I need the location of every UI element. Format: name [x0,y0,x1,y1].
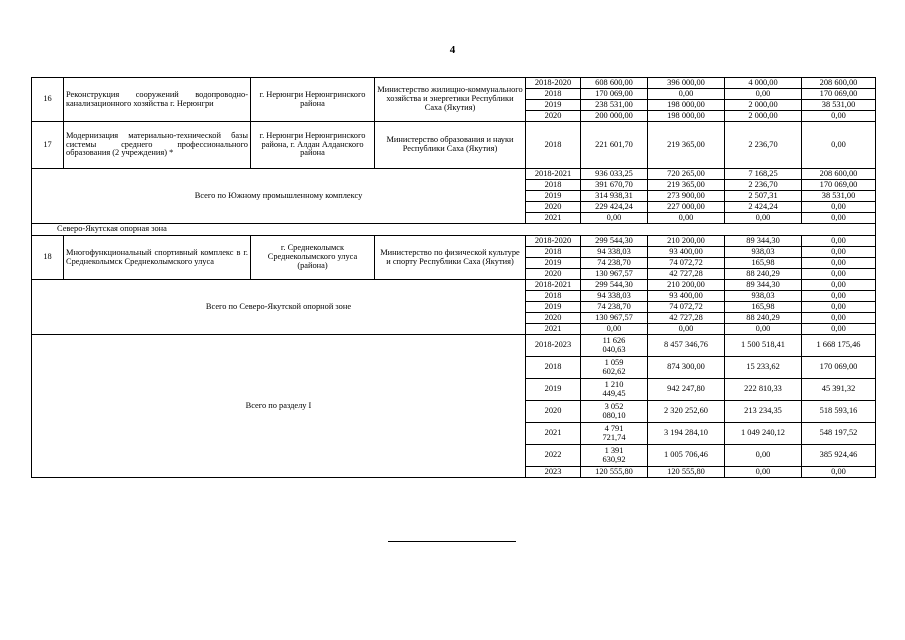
total-part: 3 052 [604,401,624,411]
total-cell: 94 338,03 [581,247,648,258]
amount-cell: 38 531,00 [802,191,876,202]
total-cell: 0,00 [581,324,648,335]
amount-cell: 0,00 [802,291,876,302]
total-part: 1 391 [604,445,624,455]
amount-cell: 7 168,25 [725,169,802,180]
amount-cell: 198 000,00 [648,100,725,111]
period-cell: 2018-2023 [526,335,581,357]
total-part: 040,63 [602,344,626,354]
amount-cell: 0,00 [725,445,802,467]
total-cell [581,445,648,467]
amount-cell: 45 391,32 [802,379,876,401]
total-cell: 314 938,31 [581,191,648,202]
total-part: 11 626 [602,335,626,345]
amount-cell: 1 500 518,41 [725,335,802,357]
period-cell: 2018 [526,180,581,191]
amount-cell: 1 005 706,46 [648,445,725,467]
amount-cell: 0,00 [802,313,876,324]
amount-cell: 1 049 240,12 [725,423,802,445]
amount-cell: 210 200,00 [648,280,725,291]
amount-cell: 1 668 175,46 [802,335,876,357]
period-cell: 2018-2021 [526,280,581,291]
total-cell [581,335,648,357]
period-cell: 2022 [526,445,581,467]
amount-cell: 170 069,00 [802,357,876,379]
amount-cell: 165,98 [725,258,802,269]
total-cell: 200 000,00 [581,111,648,122]
total-cell: 299 544,30 [581,280,648,291]
total-cell: 299 544,30 [581,236,648,247]
amount-cell: 42 727,28 [648,313,725,324]
amount-cell: 170 069,00 [802,89,876,100]
amount-cell: 0,00 [802,236,876,247]
table-row [32,122,876,169]
amount-cell: 0,00 [802,213,876,224]
period-cell: 2018-2021 [526,169,581,180]
amount-cell: 0,00 [725,89,802,100]
amount-cell: 0,00 [802,269,876,280]
amount-cell: 938,03 [725,247,802,258]
period-cell: 2020 [526,269,581,280]
total-cell [581,357,648,379]
amount-cell: 548 197,52 [802,423,876,445]
amount-cell: 0,00 [648,324,725,335]
period-cell: 2018 [526,291,581,302]
project-number: 18 [32,236,64,280]
amount-cell: 208 600,00 [802,78,876,89]
amount-cell: 0,00 [725,467,802,478]
project-name: Многофункциональный спортивный комплекс в г. Среднеколымск Среднеколымского улуса [64,236,251,280]
amount-cell: 874 300,00 [648,357,725,379]
total-cell: 74 238,70 [581,302,648,313]
period-cell: 2018 [526,122,581,169]
amount-cell: 273 900,00 [648,191,725,202]
amount-cell: 88 240,29 [725,313,802,324]
project-number: 17 [32,122,64,169]
table-row [32,78,876,89]
amount-cell: 0,00 [648,213,725,224]
amount-cell: 0,00 [802,467,876,478]
amount-cell: 2 236,70 [725,122,802,169]
total-cell: 94 338,03 [581,291,648,302]
amount-cell: 89 344,30 [725,236,802,247]
program-table [31,77,876,478]
page-number: 4 [449,44,456,56]
project-ministry: Министерство жилищно-коммунального хозяйства и энергетики Республики Саха (Якутия) [375,78,526,122]
table-row [32,236,876,247]
period-cell: 2023 [526,467,581,478]
amount-cell: 227 000,00 [648,202,725,213]
project-number: 16 [32,78,64,122]
amount-cell: 170 069,00 [802,180,876,191]
period-cell: 2021 [526,324,581,335]
total-part: 449,45 [602,388,626,398]
total-cell: 130 967,57 [581,313,648,324]
amount-cell: 42 727,28 [648,269,725,280]
amount-cell: 720 265,00 [648,169,725,180]
amount-cell: 396 000,00 [648,78,725,89]
total-part: 721,74 [602,432,626,442]
project-ministry: Министерство образования и науки Республики Саха (Якутия) [375,122,526,169]
amount-cell: 74 072,72 [648,258,725,269]
total-cell: 936 033,25 [581,169,648,180]
amount-cell: 0,00 [802,280,876,291]
amount-cell: 2 507,31 [725,191,802,202]
project-name: Модернизация материально-технической базы системы среднего профессионального образования (2 учреждения) * [64,122,251,169]
table-row [32,224,876,236]
amount-cell: 0,00 [725,213,802,224]
total-cell: 608 600,00 [581,78,648,89]
total-cell: 229 424,24 [581,202,648,213]
amount-cell: 2 424,24 [725,202,802,213]
amount-cell: 89 344,30 [725,280,802,291]
period-cell: 2018 [526,89,581,100]
period-cell: 2021 [526,213,581,224]
amount-cell: 93 400,00 [648,247,725,258]
amount-cell: 0,00 [802,302,876,313]
period-cell: 2019 [526,191,581,202]
total-part: 4 791 [604,423,624,433]
amount-cell: 0,00 [802,247,876,258]
total-cell: 391 670,70 [581,180,648,191]
amount-cell: 938,03 [725,291,802,302]
total-part: 602,62 [602,366,626,376]
zone-title: Северо-Якутская опорная зона [32,224,876,236]
period-cell: 2020 [526,202,581,213]
amount-cell: 0,00 [725,324,802,335]
period-cell: 2021 [526,423,581,445]
amount-cell: 2 320 252,60 [648,401,725,423]
amount-cell: 0,00 [802,122,876,169]
period-cell: 2020 [526,401,581,423]
period-cell: 2018-2020 [526,236,581,247]
total-cell: 74 238,70 [581,258,648,269]
total-cell: 170 069,00 [581,89,648,100]
project-location: г. Среднеколымск Среднеколымского улуса (района) [251,236,375,280]
north-total-label: Всего по Северо-Якутской опорной зоне [32,280,526,335]
amount-cell: 2 000,00 [725,100,802,111]
amount-cell: 385 924,46 [802,445,876,467]
project-ministry: Министерство по физической культуре и спорту Республики Саха (Якутия) [375,236,526,280]
amount-cell: 219 365,00 [648,122,725,169]
amount-cell: 93 400,00 [648,291,725,302]
total-part: 630,92 [602,454,626,464]
amount-cell: 165,98 [725,302,802,313]
period-cell: 2019 [526,302,581,313]
amount-cell: 210 200,00 [648,236,725,247]
amount-cell: 120 555,80 [648,467,725,478]
amount-cell: 38 531,00 [802,100,876,111]
amount-cell: 74 072,72 [648,302,725,313]
amount-cell: 0,00 [802,111,876,122]
total-cell [581,401,648,423]
total-cell: 0,00 [581,213,648,224]
period-cell: 2019 [526,379,581,401]
period-cell: 2018-2020 [526,78,581,89]
table-row [32,335,876,357]
period-cell: 2019 [526,258,581,269]
amount-cell: 3 194 284,10 [648,423,725,445]
section-total-label: Всего по разделу I [32,335,526,478]
total-cell [581,423,648,445]
amount-cell: 2 000,00 [725,111,802,122]
project-name: Реконструкция сооружений водопроводно-канализационного хозяйства г. Нерюнгри [64,78,251,122]
table-row [32,280,876,291]
amount-cell: 0,00 [802,258,876,269]
amount-cell: 208 600,00 [802,169,876,180]
total-part: 1 059 [604,357,624,367]
amount-cell: 518 593,16 [802,401,876,423]
period-cell: 2020 [526,111,581,122]
amount-cell: 4 000,00 [725,78,802,89]
amount-cell: 213 234,35 [725,401,802,423]
amount-cell: 222 810,33 [725,379,802,401]
period-cell: 2018 [526,247,581,258]
amount-cell: 198 000,00 [648,111,725,122]
total-cell: 130 967,57 [581,269,648,280]
amount-cell: 942 247,80 [648,379,725,401]
amount-cell: 88 240,29 [725,269,802,280]
total-cell: 120 555,80 [581,467,648,478]
total-part: 080,10 [602,410,626,420]
project-location: г. Нерюнгри Нерюнгринского района, г. Алдан Алданского района [251,122,375,169]
amount-cell: 219 365,00 [648,180,725,191]
amount-cell: 8 457 346,76 [648,335,725,357]
total-part: 1 210 [604,379,624,389]
amount-cell: 0,00 [648,89,725,100]
amount-cell: 2 236,70 [725,180,802,191]
period-cell: 2019 [526,100,581,111]
amount-cell: 0,00 [802,324,876,335]
table-row [32,169,876,180]
project-location: г. Нерюнгри Нерюнгринского района [251,78,375,122]
total-cell: 221 601,70 [581,122,648,169]
period-cell: 2018 [526,357,581,379]
total-cell [581,379,648,401]
total-cell: 238 531,00 [581,100,648,111]
south-total-label: Всего по Южному промышленному комплексу [32,169,526,224]
amount-cell: 15 233,62 [725,357,802,379]
amount-cell: 0,00 [802,202,876,213]
period-cell: 2020 [526,313,581,324]
footer-divider [388,541,516,542]
